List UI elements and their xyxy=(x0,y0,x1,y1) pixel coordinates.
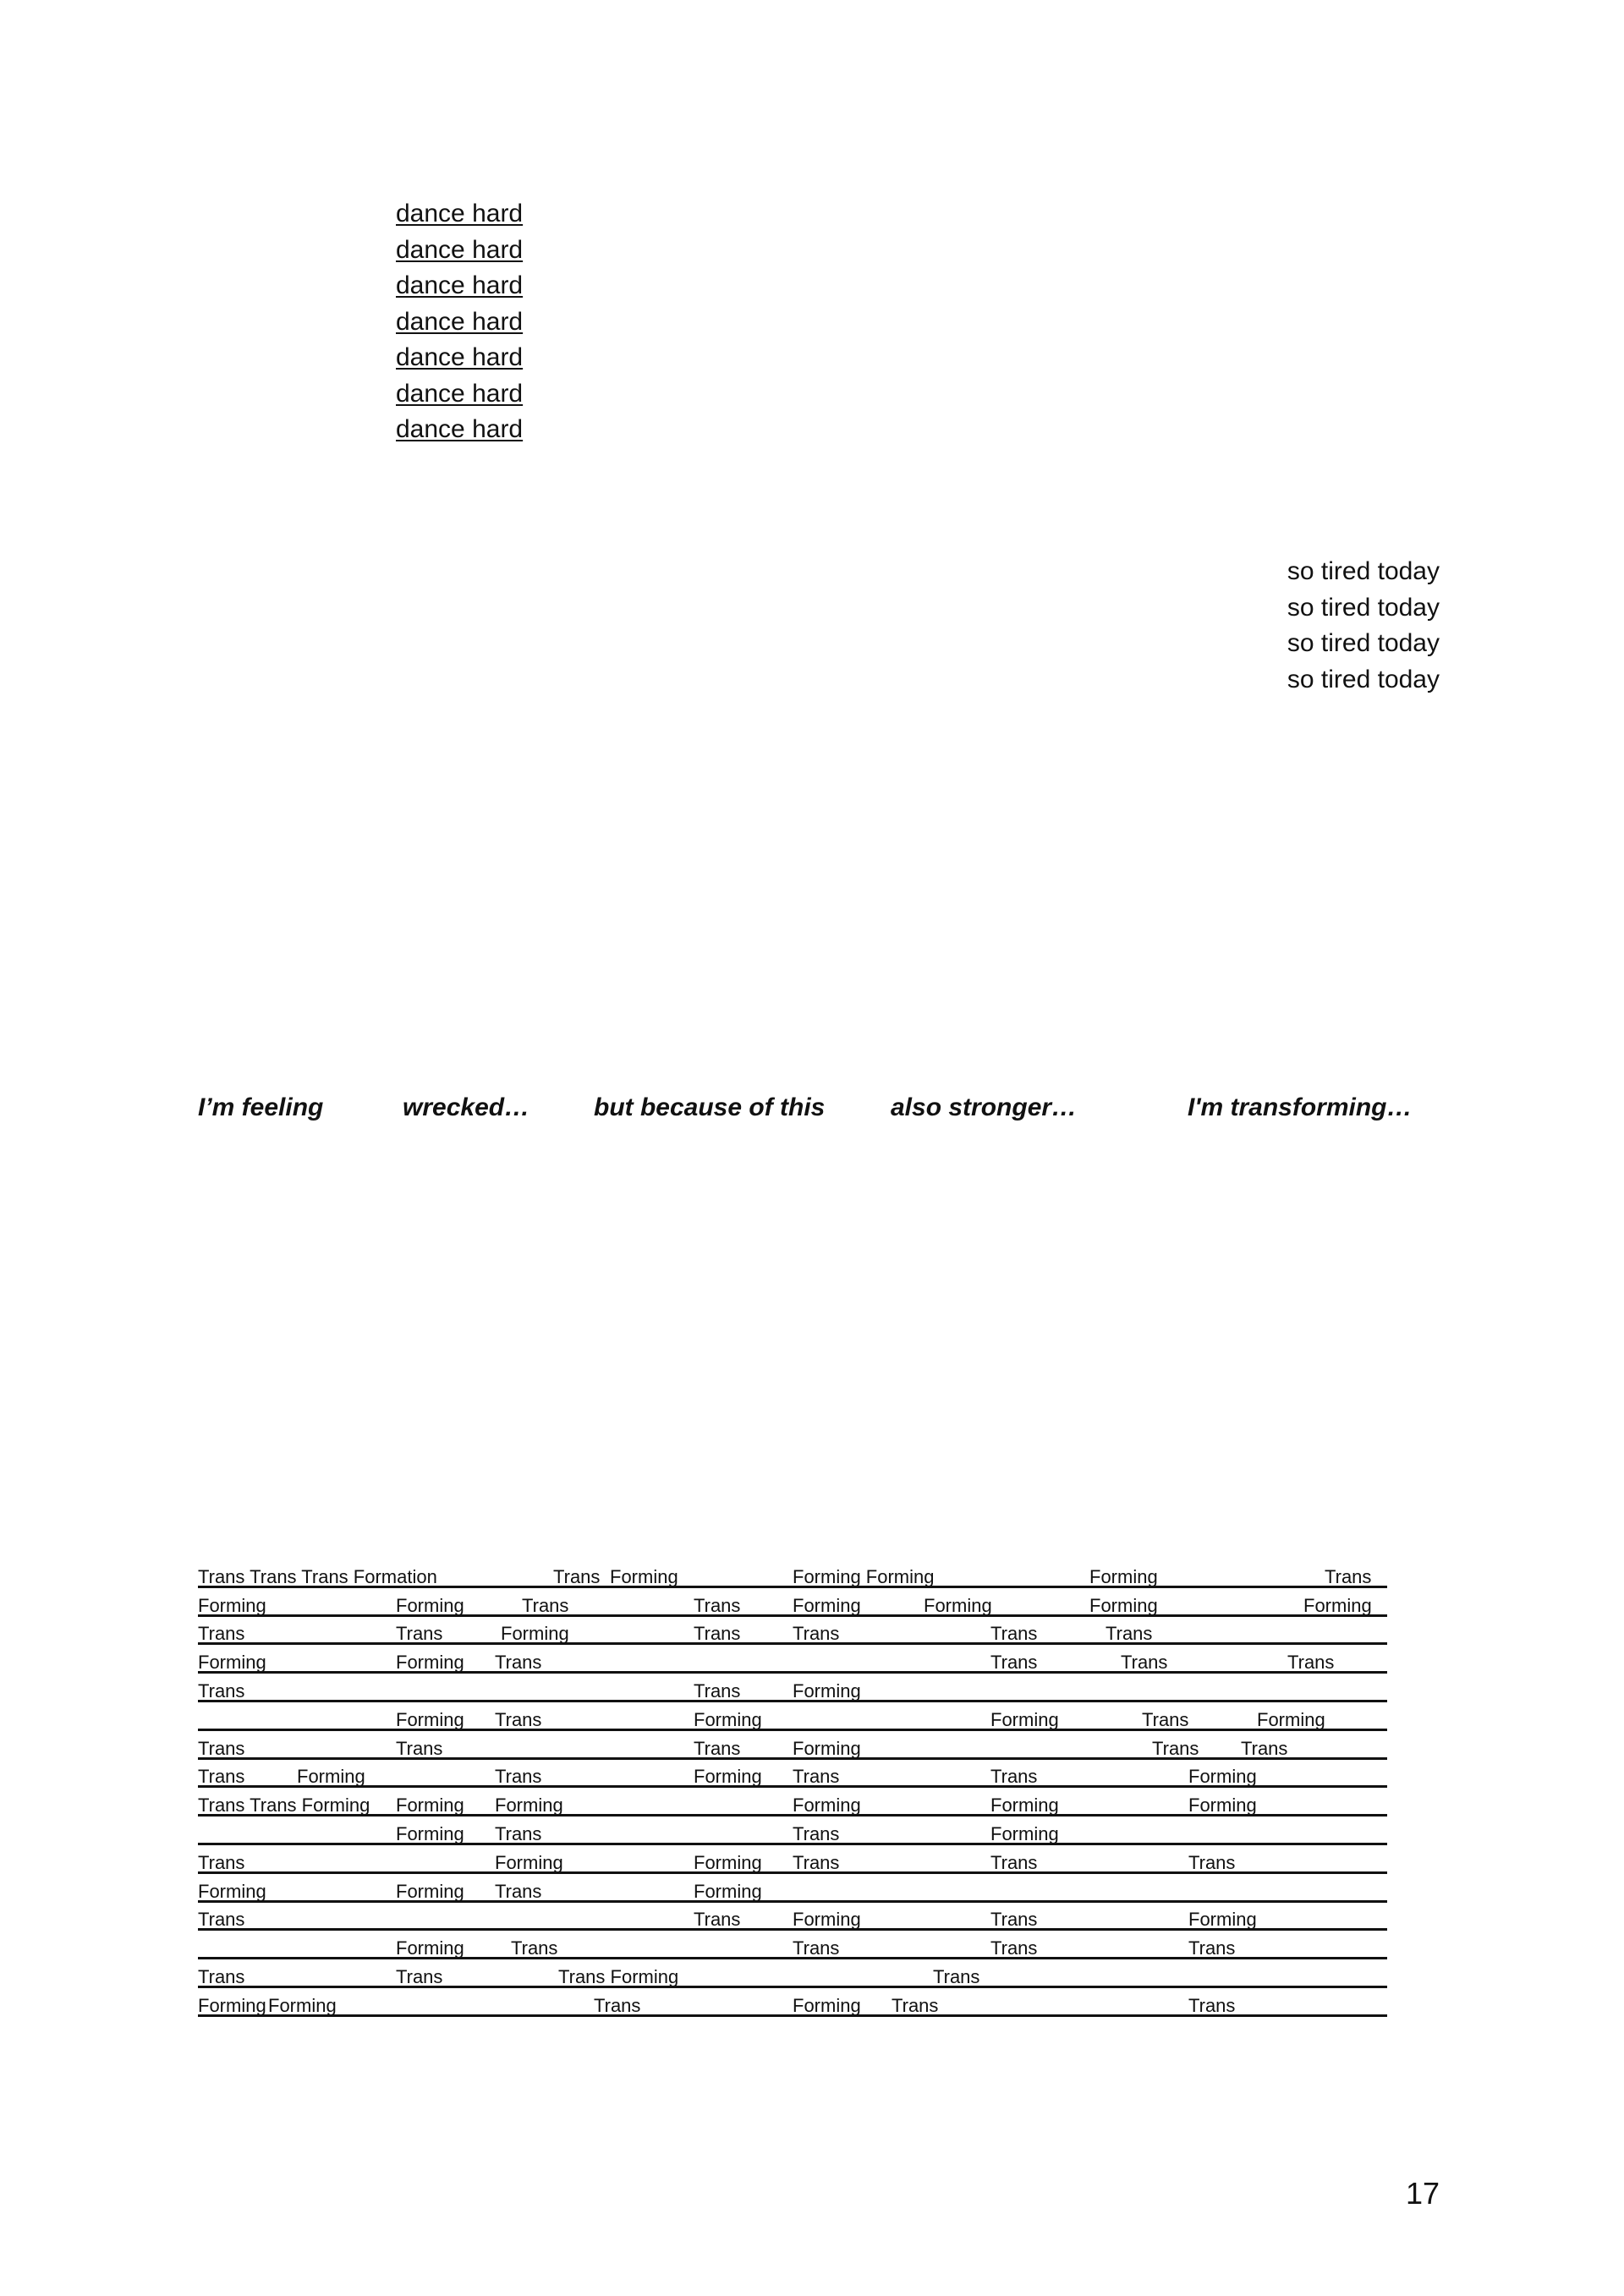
grid-row xyxy=(198,1874,1387,1903)
grid-word: Trans xyxy=(793,1766,840,1788)
dance-hard-stanza xyxy=(396,196,523,448)
grid-word: Trans xyxy=(495,1708,542,1730)
phrase-because: but because of this xyxy=(594,1093,826,1121)
grid-word: Forming xyxy=(1188,1766,1257,1788)
grid-word: Trans xyxy=(1241,1737,1288,1759)
dance-line: dance hard xyxy=(396,200,524,227)
grid-word: Forming xyxy=(396,1795,464,1817)
grid-word: Forming xyxy=(396,1822,464,1844)
grid-word: Trans xyxy=(198,1766,245,1788)
grid-word: Trans Trans Forming xyxy=(198,1795,370,1817)
grid-word: Trans xyxy=(198,1851,245,1873)
phrase-transforming: I'm transforming… xyxy=(1188,1093,1413,1121)
grid-word: Forming xyxy=(396,1652,464,1674)
grid-word: Trans xyxy=(793,1822,840,1844)
grid-word: Trans Trans Trans Formation xyxy=(198,1565,437,1587)
grid-word: Trans xyxy=(933,1965,980,1987)
grid-word: Forming xyxy=(1089,1594,1158,1616)
grid-word: Trans xyxy=(511,1937,558,1959)
grid-word: Forming xyxy=(396,1880,464,1902)
grid-word: Trans xyxy=(694,1737,741,1759)
tired-line: so tired today xyxy=(1287,629,1440,657)
grid-word: Trans xyxy=(793,1851,840,1873)
grid-word: Forming xyxy=(694,1880,762,1902)
grid-word: Forming xyxy=(924,1594,992,1616)
grid-word: Trans xyxy=(694,1594,741,1616)
grid-word: Forming xyxy=(297,1766,365,1788)
grid-word: Trans xyxy=(1188,1851,1236,1873)
grid-word: Forming xyxy=(694,1851,762,1873)
grid-word: Trans xyxy=(793,1937,840,1959)
grid-word: Forming xyxy=(793,1680,861,1701)
grid-word: Trans xyxy=(553,1565,601,1587)
grid-word: Forming xyxy=(396,1708,464,1730)
grid-word: Trans Forming xyxy=(558,1965,679,1987)
grid-word: Forming xyxy=(1188,1909,1257,1931)
dance-line: dance hard xyxy=(396,235,524,264)
grid-word: Forming xyxy=(793,1994,861,2016)
grid-word: Forming xyxy=(610,1565,678,1587)
grid-row xyxy=(198,1674,1387,1702)
grid-row xyxy=(198,1959,1387,1988)
dance-line: dance hard xyxy=(396,271,524,299)
grid-word: Forming xyxy=(268,1994,337,2016)
grid-word: Trans xyxy=(1152,1737,1199,1759)
grid-word: Forming xyxy=(198,1880,266,1902)
dance-line: dance hard xyxy=(396,343,524,371)
phrase-wrecked: wrecked… xyxy=(403,1093,530,1121)
grid-word: Forming xyxy=(198,1594,266,1616)
grid-word: Trans xyxy=(1188,1937,1236,1959)
tired-line: so tired today xyxy=(1287,593,1440,622)
grid-word: Trans xyxy=(1142,1708,1189,1730)
grid-word: Trans xyxy=(396,1965,443,1987)
grid-word: Trans xyxy=(990,1766,1038,1788)
grid-word: Forming xyxy=(396,1594,464,1616)
grid-word: Forming xyxy=(990,1795,1059,1817)
grid-row xyxy=(198,1617,1387,1646)
tired-line: so tired today xyxy=(1287,665,1440,693)
dance-line: dance hard xyxy=(396,415,524,443)
grid-word: Trans xyxy=(198,1737,245,1759)
grid-word: Forming xyxy=(501,1623,569,1645)
grid-word: Trans xyxy=(495,1880,542,1902)
grid-row xyxy=(198,1988,1387,2017)
so-tired-stanza xyxy=(1287,554,1440,698)
dance-line: dance hard xyxy=(396,379,524,408)
grid-word: Trans xyxy=(198,1909,245,1931)
grid-word: Forming xyxy=(793,1737,861,1759)
grid-word: Trans xyxy=(495,1652,542,1674)
grid-word: Trans xyxy=(396,1623,443,1645)
grid-word: Forming Forming xyxy=(793,1565,935,1587)
grid-word: Forming xyxy=(396,1937,464,1959)
grid-word: Trans xyxy=(990,1652,1038,1674)
grid-word: Trans xyxy=(198,1623,245,1645)
grid-row xyxy=(198,1788,1387,1817)
grid-word: Forming xyxy=(1257,1708,1325,1730)
tired-line: so tired today xyxy=(1287,557,1440,585)
grid-word: Trans xyxy=(892,1994,939,2016)
grid-row xyxy=(198,1731,1387,1760)
grid-row xyxy=(198,1845,1387,1874)
grid-word: Forming xyxy=(495,1851,563,1873)
grid-word: Trans xyxy=(990,1851,1038,1873)
phrase-stronger: also stronger… xyxy=(891,1093,1078,1121)
grid-word: Trans xyxy=(1121,1652,1168,1674)
phrase-feeling: I’m feeling xyxy=(198,1093,324,1121)
grid-row xyxy=(198,1903,1387,1932)
grid-word: Trans xyxy=(793,1623,840,1645)
grid-word: Trans xyxy=(1325,1565,1372,1587)
grid-word: Trans xyxy=(694,1680,741,1701)
grid-word: Forming xyxy=(198,1652,266,1674)
grid-word: Forming xyxy=(694,1766,762,1788)
grid-word: Trans xyxy=(495,1822,542,1844)
grid-word: Forming xyxy=(1188,1795,1257,1817)
grid-word: Forming xyxy=(793,1594,861,1616)
grid-word: Trans xyxy=(990,1909,1038,1931)
grid-word: Forming xyxy=(793,1795,861,1817)
grid-row xyxy=(198,1559,1387,1588)
grid-row xyxy=(198,1645,1387,1674)
grid-row xyxy=(198,1931,1387,1959)
grid-word: Forming xyxy=(198,1994,266,2016)
grid-word: Forming xyxy=(1089,1565,1158,1587)
grid-word: Trans xyxy=(198,1680,245,1701)
grid-word: Forming xyxy=(495,1795,563,1817)
grid-word: Trans xyxy=(198,1965,245,1987)
grid-word: Forming xyxy=(694,1708,762,1730)
grid-word: Trans xyxy=(495,1766,542,1788)
grid-row xyxy=(198,1702,1387,1731)
grid-word: Forming xyxy=(793,1909,861,1931)
grid-word: Forming xyxy=(990,1708,1059,1730)
grid-word: Trans xyxy=(1106,1623,1153,1645)
grid-word: Trans xyxy=(694,1623,741,1645)
grid-word: Trans xyxy=(1188,1994,1236,2016)
page-number: 17 xyxy=(1405,2176,1440,2211)
trans-forming-grid xyxy=(198,1559,1387,2017)
grid-row xyxy=(198,1817,1387,1845)
grid-word: Trans xyxy=(990,1937,1038,1959)
grid-word: Trans xyxy=(1287,1652,1335,1674)
grid-word: Trans xyxy=(694,1909,741,1931)
grid-word: Trans xyxy=(522,1594,569,1616)
grid-word: Forming xyxy=(990,1822,1059,1844)
dance-line: dance hard xyxy=(396,307,524,336)
grid-word: Trans xyxy=(396,1737,443,1759)
grid-word: Trans xyxy=(990,1623,1038,1645)
grid-row xyxy=(198,1588,1387,1617)
grid-word: Forming xyxy=(1303,1594,1372,1616)
grid-word: Trans xyxy=(594,1994,641,2016)
grid-row xyxy=(198,1760,1387,1789)
